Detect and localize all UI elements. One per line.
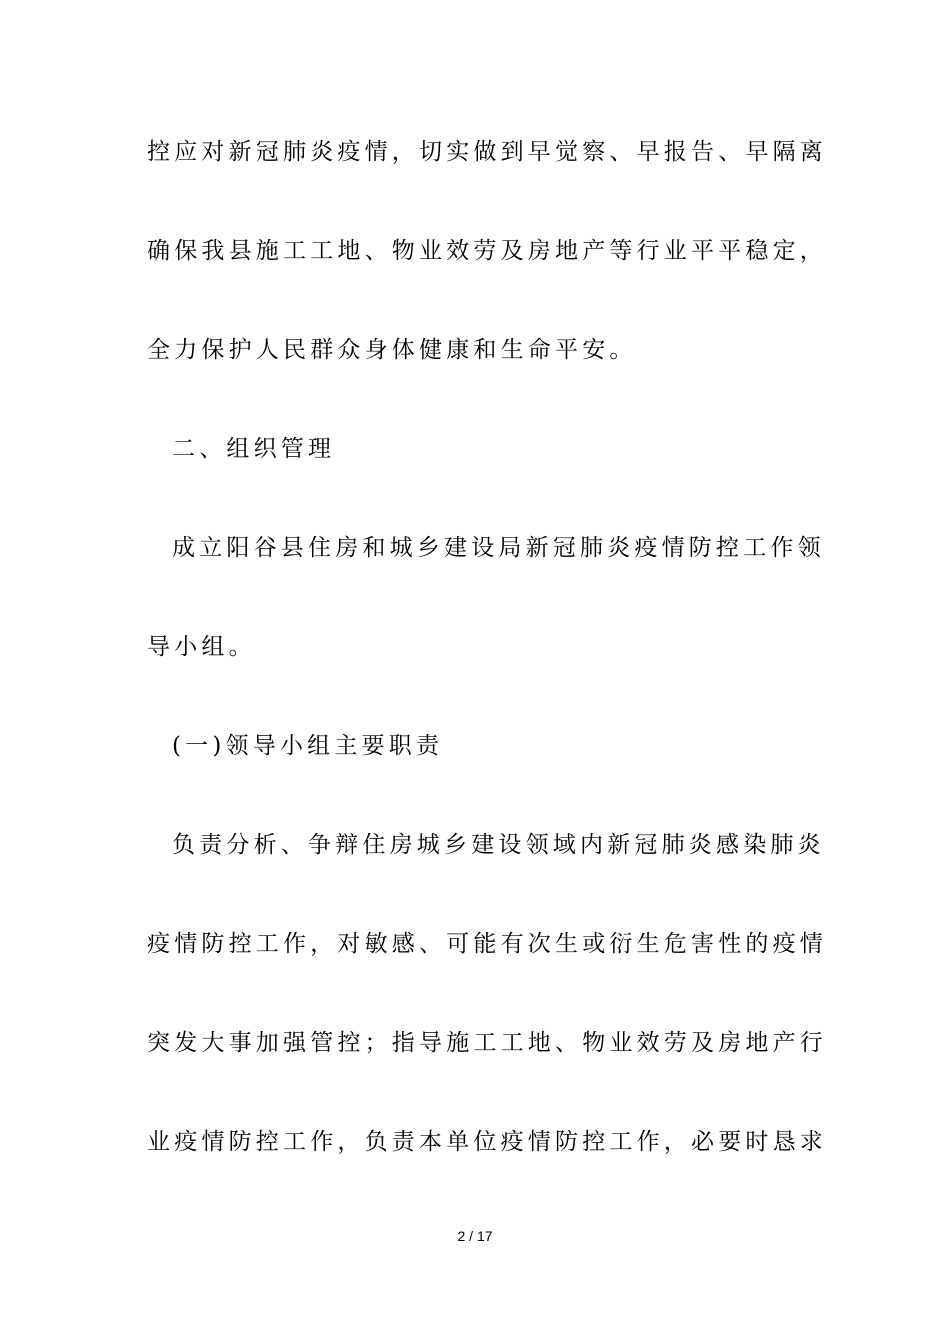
body-line: 业疫情防控工作，负责本单位疫情防控工作，必要时恳求 [147, 1129, 827, 1155]
body-line: 成立阳谷县住房和城乡建设局新冠肺炎疫情防控工作领 [172, 535, 825, 561]
section-heading: 二、组织管理 [172, 436, 336, 462]
body-line: 控应对新冠肺炎疫情，切实做到早觉察、早报告、早隔离 [147, 139, 827, 165]
body-line: 疫情防控工作，对敏感、可能有次生或衍生危害性的疫情 [147, 931, 827, 957]
body-line: 导小组。 [147, 634, 256, 660]
body-line: 突发大事加强管控；指导施工工地、物业效劳及房地产行 [147, 1030, 827, 1056]
body-line: 全力保护人民群众身体健康和生命平安。 [147, 337, 637, 363]
body-line: 确保我县施工工地、物业效劳及房地产等行业平平稳定， [147, 238, 827, 264]
body-line: 负责分析、争辩住房城乡建设领域内新冠肺炎感染肺炎 [172, 832, 825, 858]
page-number: 2 / 17 [457, 1228, 493, 1244]
subsection-heading: (一)领导小组主要职责 [172, 733, 444, 759]
